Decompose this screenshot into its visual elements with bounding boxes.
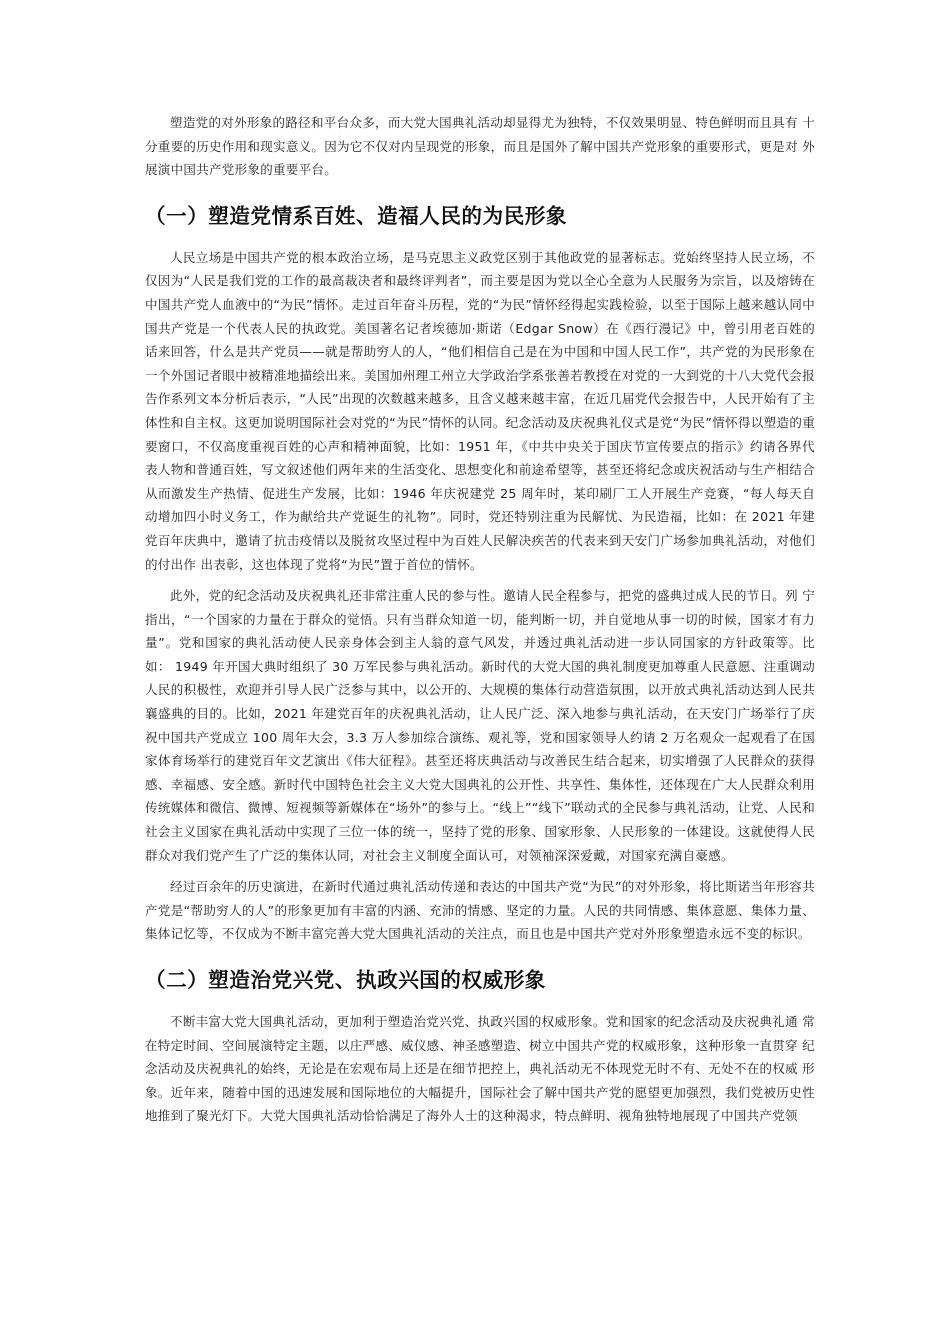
section-1-paragraph-1: 人民立场是中国共产党的根本政治立场，是马克思主义政党区别于其他政党的显著标志。党始终坚持人民立场，不仅因为“人民是我们党的工作的最高裁决者和最终评判者”，而主要是因为党以全心全意为人民服务为宗旨，以及熔铸在中国共产党人血液中的“为民”情怀。走过百年奋斗历程，党的“为民”情怀经得起实践检验，以至于国际上越来越认同中国共产党是一个代表人民的执政党。美国著名记者埃德加·斯诺（Edgar Snow）在《西行漫记》中，曾引用老百姓的话来回答，什么是共产党员——就是帮助穷人的人，“他们相信自己是在为中国和中国人民工作”，共产党的为民形象在一个外国记者眼中被精准地描绘出来。美国加州理工州立大学政治学系张善若教授在对党的一大到党的十八大党代会报告作系列文本分析后表示，“人民”出现的次数越来越多，且含义越来越丰富，在近几届党代会报告中，人民开始有了主体性和自主权。这更加说明国际社会对党的“为民”情怀的认同。纪念活动及庆祝典礼仪式是党“为民”情怀得以塑造的重要窗口，不仅高度重视百姓的心声和精神面貌，比如：1951 年，《中共中央关于国庆节宣传要点的指示》约请各界代表人物和普通百姓，写文叙述他们两年来的生活变化、思想变化和前途希望等，甚至还将纪念或庆祝活动与生产相结合从而激发生产热情、促进生产发展，比如：1946 年庆祝建党 25 周年时，某印刷厂工人开展生产竞赛，“每人每天自动增加四小时义务工，作为献给共产党诞生的礼物”。同时，党还特别注重为民解忧、为民造福，比如：在 2021 年建党百年庆典中，邀请了抗击疫情以及脱贫攻坚过程中为百姓人民解决疾苦的代表来到天安门广场参加典礼活动，对他们的付出作 出表彰，这也体现了党将“为民”置于首位的情怀。 — [145, 249, 815, 572]
section-1-paragraph-2: 此外，党的纪念活动及庆祝典礼还非常注重人民的参与性。邀请人民全程参与，把党的盛典过成人民的节日。列 宁指出，“一个国家的力量在于群众的觉悟。只有当群众知道一切，能判断一切，并自觉地从事一切的时候，国家才有力量”。党和国家的典礼活动使人民亲身体会到主人翁的意气风发，并透过典礼活动进一步认同国家的方针政策等。比如： 1949 年开国大典时组织了 30 万军民参与典礼活动。新时代的大党大国的典礼制度更加尊重人民意愿、注重调动人民的积极性，欢迎并引导人民广泛参与其中，以公开的、大规模的集体行动营造氛围，以开放式典礼活动达到人民共襄盛典的目的。比如，2021 年建党百年的庆祝典礼活动，让人民广泛、深入地参与典礼活动，在天安门广场举行了庆祝中国共产党成立 100 周年大会，3.3 万人参加综合演练、观礼等，党和国家领导人约请 2 万名观众一起观看了在国家体育场举行的建党百年文艺演出《伟大征程》。甚至还将庆典活动与改善民生结合起来，切实增强了人民群众的获得感、幸福感、安全感。新时代中国特色社会主义大党大国典礼的公开性、共享性、集体性，还体现在广大人民群众利用传统媒体和微信、微博、短视频等新媒体在“场外”的参与上。“线上”“线下”联动式的全民参与典礼活动，让党、人民和社会主义国家在典礼活动中实现了三位一体的统一，坚持了党的形象、国家形象、人民形象的一体建设。这就使得人民群众对我们党产生了广泛的集体认同，对社会主义制度全面认可，对领袖深深爱戴，对国家充满自豪感。 — [145, 588, 815, 863]
intro-paragraph: 塑造党的对外形象的路径和平台众多，而大党大国典礼活动却显得尤为独特，不仅效果明显、特色鲜明而且具有 十分重要的历史作用和现实意义。因为它不仅对内呈现党的形象，而且是国外了解中国共产党形象的重要形式，更是对 外展演中国共产党形象的重要平台。 — [145, 115, 815, 178]
section-2-heading: （二）塑造治党兴党、执政兴国的权威形象 — [145, 968, 546, 992]
section-2-paragraph-1: 不断丰富大党大国典礼活动，更加利于塑造治党兴党、执政兴国的权威形象。党和国家的纪念活动及庆祝典礼通 常在特定时间、空间展演特定主题，以庄严感、威仪感、神圣感塑造、树立中国共产党的权威形象，这种形象一直贯穿 纪念活动及庆祝典礼的始终，无论是在宏观布局上还是在细节把控上，典礼活动无不体现党无时不有、无处不在的权威 形象。近年来，随着中国的迅速发展和国际地位的大幅提升，国际社会了解中国共产党的愿望更加强烈，我们党被历史性地推到了聚光灯下。大党大国典礼活动恰恰满足了海外人士的这种渴求，特点鲜明、视角独特地展现了中国共产党领 — [145, 1014, 815, 1124]
section-1-paragraph-3: 经过百余年的历史演进，在新时代通过典礼活动传递和表达的中国共产党“为民”的对外形象，将比斯诺当年形容共产党是“帮助穷人的人”的形象更加有丰富的内涵、充沛的情感、坚定的力量。人民的共同情感、集体意愿、集体力量、集体记忆等，不仅成为不断丰富完善大党大国典礼活动的关注点，而且也是中国共产党对外形象塑造永远不变的标识。 — [145, 879, 815, 942]
section-1-heading: （一）塑造党情系百姓、造福人民的为民形象 — [145, 203, 567, 228]
document-page — [145, 111, 815, 1128]
